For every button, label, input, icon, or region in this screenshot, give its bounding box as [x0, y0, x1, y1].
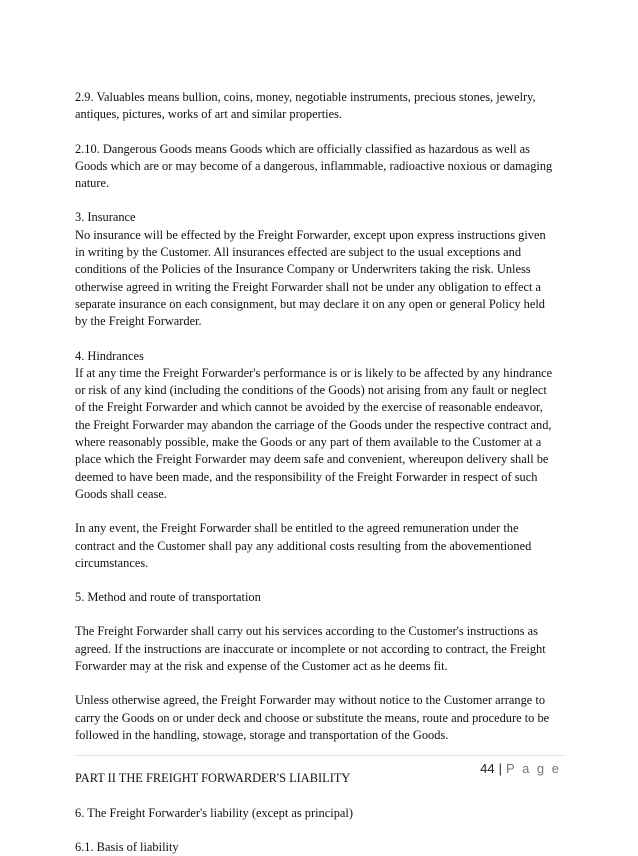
paragraph-gap	[75, 788, 565, 805]
text-line: The Freight Forwarder shall carry out his services according to the Customer's instructions as	[75, 624, 538, 639]
text-line: Goods shall cease.	[75, 486, 167, 501]
paragraph-gap	[75, 675, 565, 692]
paragraph-gap	[75, 606, 565, 623]
section-heading: 4. Hindrances	[75, 348, 144, 363]
footer-divider	[75, 755, 565, 756]
text-line: contract and the Customer shall pay any additional costs resulting from the abovementioned	[75, 538, 532, 553]
text-line: No insurance will be effected by the Freight Forwarder, except upon express instructions given	[75, 227, 546, 242]
text-line: carry the Goods on or under deck and choose or substitute the means, route and procedure to be	[75, 710, 550, 725]
text-line: agreed. If the instructions are inaccurate or incomplete or not according to contract, the Freight	[75, 641, 546, 656]
text-line: otherwise agreed in writing the Freight Forwarder shall not be under any obligation to effect a	[75, 279, 542, 294]
text-line: deemed to have been made, and the responsibility of the Freight Forwarder in respect of such	[75, 469, 538, 484]
text-line: conditions of the Policies of the Insurance Company or Underwriters taking the risk. Unless	[75, 262, 531, 277]
text-line: of the Freight Forwarder and which cannot be avoided by the exercise of reasonable endeavor,	[75, 400, 543, 415]
text-line: in writing by the Customer. All insurances effected are subject to the usual exceptions and	[75, 245, 522, 260]
text-line: 2.10. Dangerous Goods means Goods which are officially classified as hazardous as well as	[75, 141, 531, 156]
section-heading: 6. The Freight Forwarder's liability (except as principal)	[75, 805, 353, 820]
text-line: nature.	[75, 176, 110, 191]
paragraph-gap	[75, 572, 565, 589]
text-line: place which the Freight Forwarder may deem safe and convenient, whereupon delivery shall be	[75, 452, 549, 467]
paragraph-gap	[75, 503, 565, 520]
text-line: Forwarder may at the risk and expense of the Customer act as he deems fit.	[75, 659, 448, 674]
text-line: Goods which are or may become of a dangerous, inflammable, radioactive noxious or damaging	[75, 158, 553, 173]
paragraph-gap	[75, 192, 565, 209]
text-line: the Freight Forwarder may abandon the carriage of the Goods under the respective contract and,	[75, 417, 552, 432]
text-line: Unless otherwise agreed, the Freight Forwarder may without notice to the Customer arrange to	[75, 693, 546, 708]
page-label: P a g e	[506, 761, 561, 776]
section-heading: 5. Method and route of transportation	[75, 590, 261, 605]
text-line: circumstances.	[75, 555, 149, 570]
page-footer	[480, 761, 561, 776]
paragraph-gap	[75, 331, 565, 348]
section-heading: 3. Insurance	[75, 210, 136, 225]
text-line: In any event, the Freight Forwarder shall be entitled to the agreed remuneration under the	[75, 521, 519, 536]
part-heading: PART II THE FREIGHT FORWARDER'S LIABILITY	[75, 771, 351, 786]
paragraph-gap	[75, 822, 565, 839]
page-body	[75, 89, 565, 856]
footer-separator: |	[498, 761, 503, 776]
subsection-heading: 6.1. Basis of liability	[75, 839, 179, 854]
paragraph-gap	[75, 124, 565, 141]
page-number: 44	[480, 761, 495, 776]
text-line: where reasonably possible, make the Goods or any part of them available to the Customer at a	[75, 435, 542, 450]
text-line: followed in the handling, stowage, storage and transportation of the Goods.	[75, 727, 449, 742]
text-line: If at any time the Freight Forwarder's performance is or is likely to be affected by any hindrance	[75, 365, 553, 380]
text-line: separate insurance on each consignment, but may declare it on any open or general Policy held	[75, 296, 545, 311]
text-line: or risk of any kind (including the conditions of the Goods) not arising from any fault or neglect	[75, 383, 547, 398]
text-line: 2.9. Valuables means bullion, coins, money, negotiable instruments, precious stones, jewelry,	[75, 90, 536, 104]
text-line: by the Freight Forwarder.	[75, 314, 202, 329]
text-line: antiques, pictures, works of art and similar properties.	[75, 107, 343, 122]
